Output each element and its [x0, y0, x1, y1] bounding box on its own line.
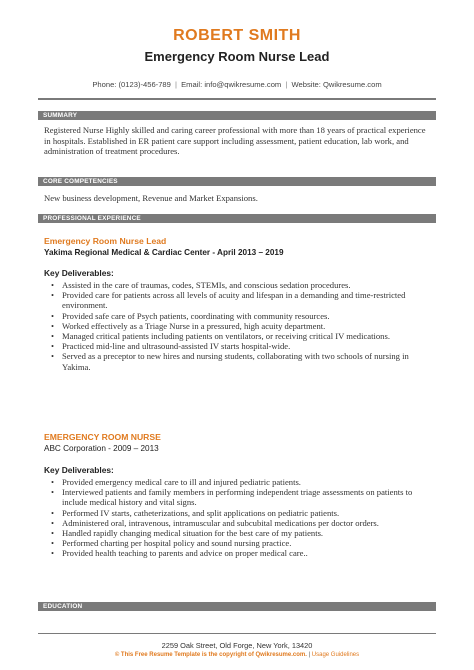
- footer-address: 2259 Oak Street, Old Forge, New York, 13420: [161, 641, 313, 650]
- summary-heading: SUMMARY: [38, 111, 436, 120]
- copyright-link[interactable]: © This Free Resume Template is the copyright of Qwikresume.com.: [114, 652, 307, 658]
- contact-line: [0, 80, 474, 89]
- job-2-title: EMERGENCY ROOM NURSE: [44, 432, 161, 442]
- summary-text: Registered Nurse Highly skilled and caring career professional with more than 18 years of practical experience in hospitals. Established in ER patient care support including assessment, patient education, lab work, and administration of treatment procedures.: [44, 125, 426, 157]
- list-item: • Worked effectively as a Triage Nurse in a pressured, high acuity department.: [62, 321, 434, 331]
- list-item: • Assisted in the care of traumas, codes, STEMIs, and conscious sedation procedures.: [62, 280, 434, 290]
- contact-separator: |: [285, 80, 288, 89]
- job-title: Emergency Room Nurse Lead: [144, 49, 330, 64]
- list-item: • Managed critical patients including patients on ventilators, or receiving critical IV medications.: [62, 331, 434, 341]
- competencies-text: New business development, Revenue and Market Expansions.: [44, 193, 258, 203]
- job-1-title: Emergency Room Nurse Lead: [44, 236, 167, 246]
- list-item: • Provided safe care of Psych patients, coordinating with community resources.: [62, 311, 434, 321]
- education-heading: EDUCATION: [38, 602, 436, 611]
- job-2-deliverables-label: Key Deliverables:: [44, 465, 114, 475]
- job-1-bullets: [62, 280, 434, 372]
- job-2-company: ABC Corporation - 2009 – 2013: [44, 444, 159, 453]
- usage-guidelines-link[interactable]: Usage Guidelines: [311, 652, 360, 658]
- list-item: • Provided emergency medical care to ill and injured pediatric patients.: [62, 477, 434, 487]
- phone-text: Phone: (0123)-456-789: [92, 80, 171, 89]
- job-2-bullets: [62, 477, 434, 559]
- list-item: • Practiced mid-line and ultrasound-assisted IV starts hospital-wide.: [62, 341, 434, 351]
- contact-separator: |: [175, 80, 177, 89]
- website-text: Website: Qwikresume.com: [291, 80, 382, 89]
- list-item: • Served as a preceptor to new hires and nursing students, collaborating with two schools of nursing in Yakima.: [62, 351, 434, 371]
- footer-links: [0, 652, 474, 658]
- list-item: • Handled rapidly changing medical situation for the best care of my patients.: [62, 528, 434, 538]
- list-item: • Administered oral, intravenous, intramuscular and subcubital medications per doctor orders.: [62, 518, 434, 528]
- job-1-company: Yakima Regional Medical & Cardiac Center - April 2013 – 2019: [44, 248, 284, 257]
- list-item: • Interviewed patients and family members in performing independent triage assessments on patients to include medical history and vital signs.: [62, 487, 434, 507]
- experience-heading: PROFESSIONAL EXPERIENCE: [38, 214, 436, 223]
- list-item: • Provided care for patients across all levels of acuity and lifespan in a demanding and time-restricted environment.: [62, 290, 434, 310]
- competencies-heading: CORE COMPETENCIES: [38, 177, 436, 186]
- list-item: • Provided health teaching to parents and advice on proper medical care..: [62, 548, 434, 558]
- job-1-deliverables-label: Key Deliverables:: [44, 268, 114, 278]
- footer-separator: |: [308, 652, 311, 658]
- section-divider: [38, 98, 436, 100]
- list-item: • Performed charting per hospital policy and sound nursing practice.: [62, 538, 434, 548]
- email-text: Email: info@qwikresume.com: [181, 80, 282, 89]
- list-item: • Performed IV starts, catheterizations, and split applications on pediatric patients.: [62, 508, 434, 518]
- footer-divider: [38, 633, 436, 634]
- candidate-name: ROBERT SMITH: [173, 27, 301, 44]
